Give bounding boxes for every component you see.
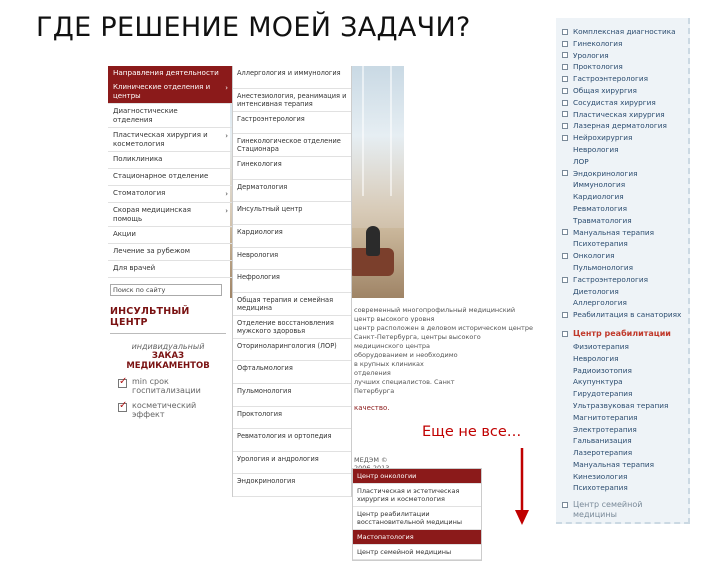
submenu-item[interactable]: Нефрология xyxy=(233,270,351,293)
submenu-item[interactable]: Кардиология xyxy=(233,225,351,248)
service-label: Аллергология xyxy=(573,298,627,308)
service-label: Гастроэнтерология xyxy=(573,74,648,84)
service-label: Ревматология xyxy=(573,203,627,213)
rehab-service-label: Акупунктура xyxy=(573,377,623,387)
rehab-service-item[interactable] xyxy=(556,482,688,494)
service-label: Травматология xyxy=(573,215,632,225)
services-list-panel xyxy=(556,18,690,524)
service-list-item[interactable] xyxy=(556,73,688,85)
rehab-service-label: Ультразвуковая терапия xyxy=(573,400,669,410)
stroke-center-banner[interactable] xyxy=(110,306,226,419)
submenu-item[interactable]: Гастроэнтерология xyxy=(233,112,351,135)
checkbox-icon xyxy=(562,123,568,129)
submenu-item[interactable]: Отделение восстановления мужского здоровья xyxy=(233,316,351,339)
intro-text-line: Санкт-Петербурга, центры высокого xyxy=(354,333,481,341)
submenu-item[interactable]: Оториноларингология (ЛОР) xyxy=(233,339,351,362)
chevron-right-icon: › xyxy=(225,132,228,140)
banner-line-2: ЗАКАЗ МЕДИКАМЕНТОВ xyxy=(126,351,210,371)
service-list-item[interactable] xyxy=(556,297,688,309)
checkbox-icon xyxy=(562,88,568,94)
rehab-service-item[interactable] xyxy=(556,459,688,471)
checkbox-icon xyxy=(562,277,568,283)
checkbox-icon xyxy=(562,29,568,35)
section-family-medicine[interactable]: Центр семейной медицины xyxy=(556,500,688,520)
site-search-input[interactable]: Поиск по сайту xyxy=(110,284,222,296)
nav-item[interactable] xyxy=(108,128,232,152)
service-label: Пульмонология xyxy=(573,262,634,272)
service-list-item[interactable] xyxy=(556,156,688,168)
submenu-item[interactable]: Офтальмология xyxy=(233,361,351,384)
service-list-item[interactable] xyxy=(556,179,688,191)
checkbox-icon xyxy=(562,312,568,318)
service-label: ЛОР xyxy=(573,156,589,166)
service-label: Лазерная дерматология xyxy=(573,121,667,131)
nav-item-label: Акции xyxy=(113,230,136,238)
rehab-service-item[interactable] xyxy=(556,400,688,412)
service-label: Реабилитация в санаториях xyxy=(573,310,682,320)
service-list-item[interactable] xyxy=(556,309,688,321)
checkbox-icon xyxy=(562,135,568,141)
nav-item[interactable] xyxy=(108,80,232,104)
rehab-service-item[interactable] xyxy=(556,412,688,424)
center-item[interactable]: Пластическая и эстетическая хирургия и косметология xyxy=(353,484,481,507)
service-list-item[interactable] xyxy=(556,26,688,38)
submenu-item[interactable]: Гинекология xyxy=(233,157,351,180)
checkbox-icon xyxy=(562,111,568,117)
submenu-item[interactable]: Неврология xyxy=(233,248,351,271)
nav-item-label: Для врачей xyxy=(113,264,156,272)
checkbox-icon xyxy=(562,41,568,47)
service-label: Комплексная диагностика xyxy=(573,27,676,36)
intro-text-line: оборудованием и необходимо xyxy=(354,351,458,359)
service-label: Гинекология xyxy=(573,38,623,48)
checkbox-icon xyxy=(562,76,568,82)
submenu-item[interactable]: Гинекологическое отделение Стационара xyxy=(233,134,351,157)
intro-text-line: отделения xyxy=(354,369,391,377)
submenu-item[interactable]: Аллергология и иммунология xyxy=(233,66,351,89)
service-list-item[interactable] xyxy=(556,262,688,274)
nav-item[interactable] xyxy=(108,261,232,278)
nav-item-label: Скорая медицинская помощь xyxy=(113,206,192,223)
nav-item[interactable] xyxy=(108,244,232,261)
rehab-service-label: Психотерапия xyxy=(573,483,628,493)
submenu-item[interactable]: Анестезиология, реанимация и интенсивная терапия xyxy=(233,89,351,112)
service-label: Кардиология xyxy=(573,192,624,202)
intro-text xyxy=(354,306,533,396)
service-list-item[interactable] xyxy=(556,120,688,132)
intro-text-line: центр высокого уровня xyxy=(354,315,435,323)
service-list-item[interactable] xyxy=(556,97,688,109)
service-list-item[interactable] xyxy=(556,250,688,262)
rehab-service-item[interactable] xyxy=(556,353,688,365)
banner-check-row xyxy=(110,401,226,419)
rehab-service-item[interactable] xyxy=(556,435,688,447)
service-list-item[interactable] xyxy=(556,203,688,215)
rehab-service-label: Мануальная терапия xyxy=(573,459,654,469)
nav-item[interactable] xyxy=(108,227,232,244)
center-item[interactable]: Центр семейной медицины xyxy=(353,545,481,560)
center-item[interactable]: Мастопатология xyxy=(353,530,481,545)
service-label: Эндокринология xyxy=(573,168,638,178)
nav-item-label: Стоматология xyxy=(113,189,166,197)
checkbox-icon xyxy=(562,100,568,106)
rehab-service-item[interactable] xyxy=(556,376,688,388)
service-list-item[interactable] xyxy=(556,238,688,250)
rehab-service-item[interactable] xyxy=(556,424,688,436)
rehab-service-label: Магнитотерапия xyxy=(573,412,638,422)
rehab-service-label: Физиотерапия xyxy=(573,341,629,351)
rehab-service-item[interactable] xyxy=(556,388,688,400)
banner-check-label: min срок госпитализации xyxy=(132,377,201,395)
service-label: Гастроэнтерология xyxy=(573,274,648,284)
checkbox-icon xyxy=(562,64,568,70)
service-list-item[interactable] xyxy=(556,38,688,50)
service-label: Нейрохирургия xyxy=(573,133,633,143)
person-shape xyxy=(366,226,380,256)
nav-item-label: Поликлиника xyxy=(113,155,163,163)
service-label: Общая хирургия xyxy=(573,85,637,95)
submenu-item[interactable]: Проктология xyxy=(233,407,351,430)
nav-header: Направления деятельности xyxy=(108,66,232,80)
banner-check-row xyxy=(110,377,226,395)
chevron-right-icon: › xyxy=(225,190,228,198)
submenu-item[interactable]: Общая терапия и семейная медицина xyxy=(233,293,351,316)
down-arrow-icon xyxy=(514,448,530,526)
section-rehab-center[interactable]: Центр реабилитации xyxy=(556,327,688,341)
service-list-item[interactable] xyxy=(556,274,688,286)
service-list-item[interactable] xyxy=(556,85,688,97)
service-list-item[interactable] xyxy=(556,132,688,144)
service-list-item[interactable] xyxy=(556,61,688,73)
service-list-item[interactable] xyxy=(556,286,688,298)
service-label: Иммунология xyxy=(573,180,626,190)
rehab-service-item[interactable] xyxy=(556,471,688,483)
service-label: Сосудистая хирургия xyxy=(573,97,656,107)
banner-title: ИНСУЛЬТНЫЙ ЦЕНТР xyxy=(110,306,190,328)
intro-text-line: лучших специалистов. Санкт xyxy=(354,378,455,386)
nav-item-label: Лечение за рубежом xyxy=(113,247,190,255)
rehab-service-label: Лазеротерапия xyxy=(573,448,633,458)
service-label: Диетология xyxy=(573,286,619,296)
submenu-item[interactable]: Урология и андрология xyxy=(233,452,351,475)
nav-item[interactable] xyxy=(108,104,232,128)
service-label: Урология xyxy=(573,50,609,60)
banner-line-1: индивидуальный xyxy=(131,342,205,351)
service-list-item[interactable] xyxy=(556,109,688,121)
slide-title: ГДЕ РЕШЕНИЕ МОЕЙ ЗАДАЧИ? xyxy=(36,12,471,43)
nav-item[interactable] xyxy=(108,186,232,203)
centers-submenu xyxy=(352,468,482,561)
checkmark-icon xyxy=(118,403,127,412)
service-label: Пластическая хирургия xyxy=(573,109,665,119)
nav-item-label: Стационарное отделение xyxy=(113,172,209,180)
service-list-item[interactable] xyxy=(556,215,688,227)
intro-text-line: медицинского центра xyxy=(354,342,431,350)
nav-item-label: Пластическая хирургия и косметология xyxy=(113,131,208,148)
checkmark-icon xyxy=(118,379,127,388)
checkbox-icon xyxy=(562,331,568,337)
service-list-item[interactable] xyxy=(556,191,688,203)
service-label: Мануальная терапия xyxy=(573,227,654,237)
service-label: Психотерапия xyxy=(573,239,628,249)
service-list-item[interactable] xyxy=(556,168,688,180)
checkbox-icon xyxy=(562,253,568,259)
nav-item[interactable] xyxy=(108,152,232,169)
service-list-item[interactable] xyxy=(556,50,688,62)
center-item[interactable]: Центр онкологии xyxy=(353,469,481,484)
nav-item[interactable] xyxy=(108,169,232,186)
rehab-service-label: Кинезиология xyxy=(573,471,628,481)
submenu-item[interactable]: Дерматология xyxy=(233,180,351,203)
chevron-right-icon: › xyxy=(225,207,228,215)
main-nav-menu xyxy=(108,66,232,278)
checkbox-icon xyxy=(562,170,568,176)
nav-item[interactable] xyxy=(108,203,232,227)
nav-item-label: Диагностические отделения xyxy=(113,107,178,124)
rehab-service-item[interactable] xyxy=(556,341,688,353)
intro-text-line: в крупных клиниках xyxy=(354,360,424,368)
rehab-service-item[interactable] xyxy=(556,447,688,459)
intro-text-line: центр расположен в деловом историческом центре xyxy=(354,324,533,332)
service-label: Онкология xyxy=(573,251,615,261)
rehab-service-label: Гирудотерапия xyxy=(573,389,633,399)
rehab-service-label: Радиоизотопия xyxy=(573,365,632,375)
site-footer: МЕДЭМ © xyxy=(354,456,388,464)
service-label: Проктология xyxy=(573,62,623,72)
checkbox-icon xyxy=(562,52,568,58)
submenu-item[interactable]: Пульмонология xyxy=(233,384,351,407)
nav-item-label: Клинические отделения и центры xyxy=(113,83,211,100)
clinical-submenu xyxy=(232,66,352,497)
intro-text-line: Петербурга xyxy=(354,387,395,395)
submenu-item[interactable]: Ревматология и ортопедия xyxy=(233,429,351,452)
submenu-item[interactable]: Инсультный центр xyxy=(233,202,351,225)
intro-text-line: современный многопрофильный медицинский xyxy=(354,306,516,314)
rehab-service-label: Неврология xyxy=(573,353,619,363)
rehab-service-item[interactable] xyxy=(556,365,688,377)
center-item[interactable]: Центр реабилитации восстановительной медицины xyxy=(353,507,481,530)
service-label: Неврология xyxy=(573,144,619,154)
more-label: Еще не все… xyxy=(422,424,522,440)
checkbox-icon xyxy=(562,229,568,235)
rehab-service-label: Гальванизация xyxy=(573,436,632,446)
banner-check-label: косметический эффект xyxy=(132,401,197,419)
rehab-service-label: Электротерапия xyxy=(573,424,637,434)
service-list-item[interactable] xyxy=(556,227,688,239)
chevron-right-icon: › xyxy=(225,84,228,92)
service-list-item[interactable] xyxy=(556,144,688,156)
submenu-item[interactable]: Эндокринология xyxy=(233,474,351,497)
quality-text: качество. xyxy=(354,404,390,412)
checkbox-icon xyxy=(562,502,568,508)
